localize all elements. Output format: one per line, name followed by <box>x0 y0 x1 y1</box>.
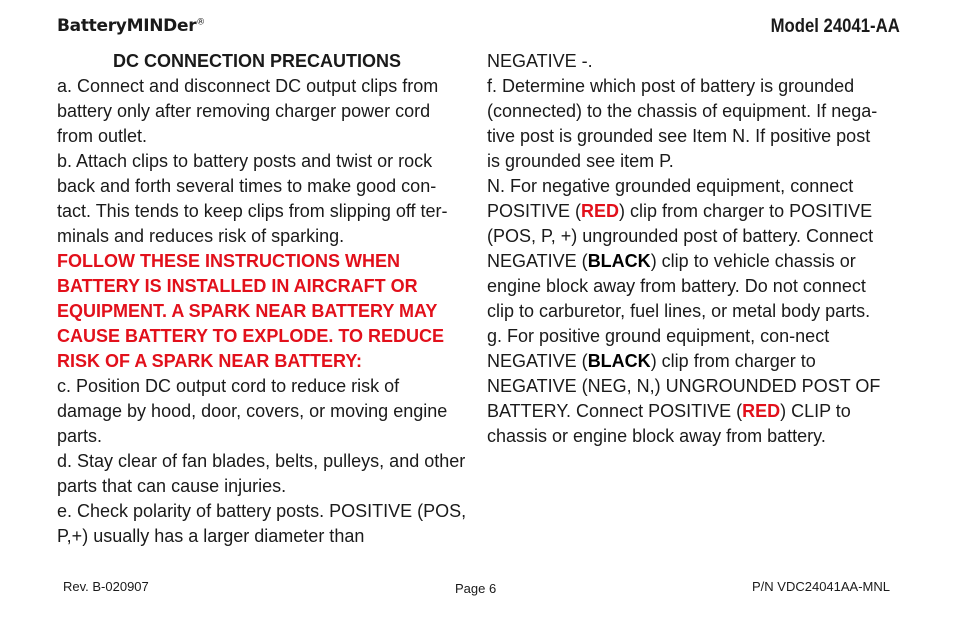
item-e: e. Check polarity of battery posts. POSITIVE (POS, P,+) usually has a larger diameter than <box>57 501 467 546</box>
item-f: f. Determine which post of battery is grounded (connected) to the chassis of equipment. If nega-tive post is grounded see Item N. If positive post is grounded see item P. <box>487 76 878 171</box>
model-number: Model 24041-AA <box>770 16 900 37</box>
red-label: RED <box>581 201 620 221</box>
warning-text: FOLLOW THESE INSTRUCTIONS WHEN BATTERY IS INSTALLED IN AIRCRAFT OR EQUIPMENT. A SPARK NEAR BATTERY MAY CAUSE BATTERY TO EXPLODE. TO REDUCE RISK OF A SPARK NEAR BATTERY: <box>57 251 445 371</box>
section-title: DC CONNECTION PRECAUTIONS <box>113 51 402 71</box>
page-number: Page 6 <box>455 581 497 596</box>
revision-label: Rev. B-020907 <box>63 579 149 594</box>
item-g-text-3: ) CLIP to chassis or engine block away from battery. <box>487 401 851 446</box>
red-label: RED <box>742 401 781 421</box>
item-e-continued: NEGATIVE -. <box>487 51 593 71</box>
item-b: b. Attach clips to battery posts and twist or rock back and forth several times to make good con-tact. This tends to keep clips from slipping off ter-minals and reduces risk of sparking. <box>57 151 448 246</box>
item-g-text-2: ) clip from charger to NEGATIVE (NEG, N,) UNGROUNDED POST OF BATTERY. Connect POSITIVE ( <box>487 351 881 421</box>
item-n-text-3: ) clip to vehicle chassis or engine block away from battery. Do not connect clip to carburetor, fuel lines, or metal body parts. <box>487 251 871 321</box>
item-d: d. Stay clear of fan blades, belts, pulleys, and other parts that can cause injuries. <box>57 451 466 496</box>
item-n <box>487 174 887 324</box>
item-g-text-1: g. For positive ground equipment, con-nect NEGATIVE ( <box>487 326 830 371</box>
item-a: a. Connect and disconnect DC output clips from battery only after removing charger power cord from outlet. <box>57 76 439 146</box>
brand-logo <box>57 16 205 36</box>
item-g <box>487 324 887 449</box>
registered-mark: ® <box>196 17 205 28</box>
item-c: c. Position DC output cord to reduce risk of damage by hood, door, covers, or moving engine parts. <box>57 376 448 446</box>
left-column <box>57 49 467 549</box>
part-number: P/N VDC24041AA-MNL <box>752 579 890 594</box>
item-n-text-2: ) clip from charger to POSITIVE (POS, P, +) ungrounded post of battery. Connect NEGATIVE ( <box>487 201 874 271</box>
black-label: BLACK <box>587 251 651 271</box>
item-n-text-1: N. For negative grounded equipment, connect POSITIVE ( <box>487 176 854 221</box>
right-column <box>487 49 887 449</box>
black-label: BLACK <box>587 351 651 371</box>
brand-name: BatteryMINDer <box>57 16 197 36</box>
